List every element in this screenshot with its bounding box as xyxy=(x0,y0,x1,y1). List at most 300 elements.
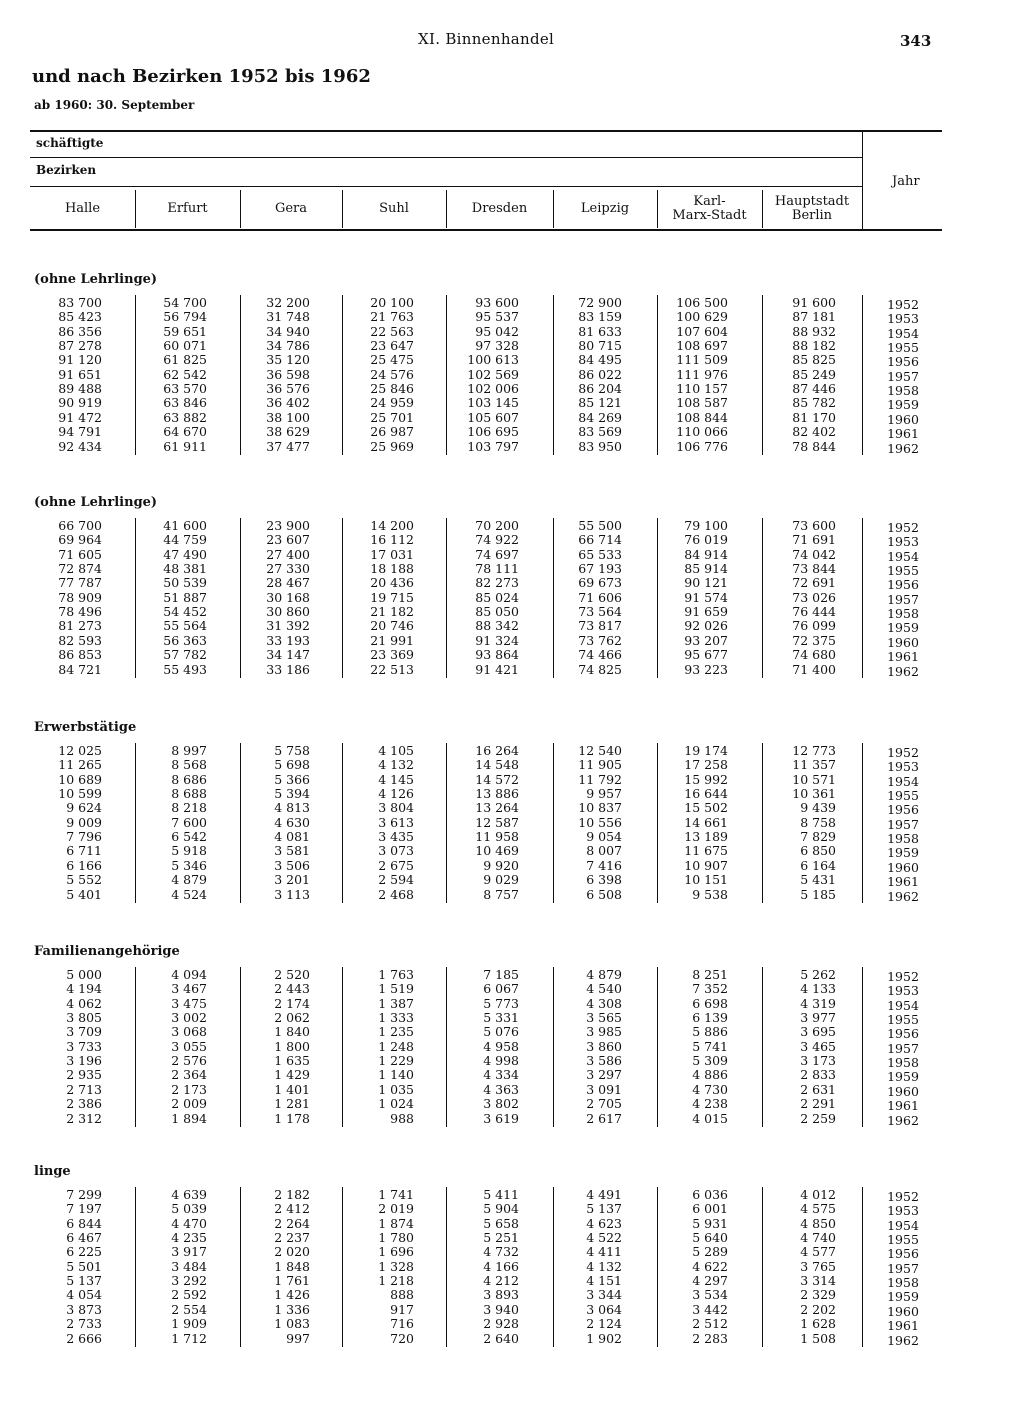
table-cell: 4 238 xyxy=(692,1096,728,1112)
table-cell: 2 062 xyxy=(274,1010,310,1026)
table-row xyxy=(0,618,1024,636)
table-row xyxy=(0,1024,1024,1042)
year-cell: 1960 xyxy=(887,1083,919,1099)
table-cell: 38 100 xyxy=(266,409,310,425)
table-cell: 87 181 xyxy=(792,309,836,325)
table-cell: 4 491 xyxy=(586,1187,622,1202)
table-cell: 1 763 xyxy=(378,967,414,982)
table-cell: 17 258 xyxy=(684,757,728,773)
table-cell: 2 237 xyxy=(274,1230,310,1246)
year-cell: 1952 xyxy=(887,745,919,760)
table-cell: 86 022 xyxy=(578,366,622,382)
column-header: Dresden xyxy=(471,201,528,216)
table-cell: 93 207 xyxy=(684,632,728,648)
header-year-label: Jahr xyxy=(892,174,920,189)
header-year-divider xyxy=(862,130,863,230)
table-cell: 1 328 xyxy=(378,1258,414,1274)
table-cell: 88 182 xyxy=(792,338,836,354)
table-row xyxy=(0,575,1024,593)
table-cell: 4 105 xyxy=(378,743,414,758)
table-cell: 66 700 xyxy=(58,518,102,533)
column-header: Halle xyxy=(64,201,101,216)
table-cell: 2 259 xyxy=(800,1110,836,1126)
table-cell: 888 xyxy=(390,1287,414,1303)
table-cell: 25 475 xyxy=(370,352,414,368)
table-cell: 2 020 xyxy=(274,1244,310,1260)
table-cell: 74 697 xyxy=(475,546,519,562)
table-cell: 14 548 xyxy=(475,757,519,773)
year-cell: 1955 xyxy=(887,1232,919,1248)
table-cell: 5 904 xyxy=(483,1201,519,1217)
table-cell: 26 987 xyxy=(370,424,414,440)
table-cell: 1 780 xyxy=(378,1230,414,1246)
year-cell: 1959 xyxy=(887,845,919,861)
table-cell: 1 083 xyxy=(274,1316,310,1332)
table-cell: 23 607 xyxy=(266,532,310,548)
table-row xyxy=(0,634,1024,648)
year-cell: 1953 xyxy=(887,311,919,327)
table-cell: 111 976 xyxy=(676,366,728,382)
table-cell: 78 844 xyxy=(792,438,836,454)
table-cell: 2 592 xyxy=(171,1287,207,1303)
table-cell: 3 297 xyxy=(586,1067,622,1083)
table-cell: 3 893 xyxy=(483,1287,519,1303)
section-title: (ohne Lehrlinge) xyxy=(34,272,158,287)
table-cell: 2 329 xyxy=(800,1287,836,1303)
table-cell: 3 695 xyxy=(800,1024,836,1040)
year-cell: 1953 xyxy=(887,1203,919,1219)
table-cell: 8 251 xyxy=(692,967,728,982)
table-cell: 2 512 xyxy=(692,1316,728,1332)
table-row xyxy=(0,888,1024,902)
table-cell: 5 346 xyxy=(171,857,207,873)
table-cell: 30 168 xyxy=(266,589,310,605)
table-cell: 6 225 xyxy=(66,1244,102,1260)
year-cell: 1953 xyxy=(887,534,919,550)
year-cell: 1958 xyxy=(887,1055,919,1071)
table-cell: 9 009 xyxy=(66,814,102,830)
table-cell: 14 200 xyxy=(370,518,414,533)
table-cell: 3 619 xyxy=(483,1110,519,1126)
table-cell: 7 197 xyxy=(66,1201,102,1217)
table-cell: 1 426 xyxy=(274,1287,310,1303)
table-cell: 5 185 xyxy=(800,886,836,902)
year-cell: 1954 xyxy=(887,997,919,1013)
table-cell: 3 917 xyxy=(171,1244,207,1260)
table-cell: 6 139 xyxy=(692,1010,728,1026)
table-cell: 74 466 xyxy=(578,647,622,663)
table-cell: 2 264 xyxy=(274,1215,310,1231)
table-cell: 5 501 xyxy=(66,1258,102,1274)
table-cell: 10 837 xyxy=(578,800,622,816)
table-cell: 1 848 xyxy=(274,1258,310,1274)
table-row xyxy=(0,1067,1024,1085)
table-cell: 55 564 xyxy=(163,618,207,634)
table-cell: 91 659 xyxy=(684,604,728,620)
table-row xyxy=(0,786,1024,804)
year-cell: 1959 xyxy=(887,1069,919,1085)
table-cell: 1 519 xyxy=(378,981,414,997)
table-row xyxy=(0,1083,1024,1097)
table-cell: 93 223 xyxy=(684,661,728,677)
year-cell: 1957 xyxy=(887,591,919,607)
header-group-label: schäftigte xyxy=(36,136,104,150)
table-cell: 4 540 xyxy=(586,981,622,997)
table-cell: 4 145 xyxy=(378,771,414,787)
table-row xyxy=(0,1040,1024,1054)
table-row xyxy=(0,1244,1024,1262)
table-cell: 4 575 xyxy=(800,1201,836,1217)
table-cell: 6 067 xyxy=(483,981,519,997)
table-cell: 3 068 xyxy=(171,1024,207,1040)
table-cell: 10 556 xyxy=(578,814,622,830)
table-cell: 3 709 xyxy=(66,1024,102,1040)
table-cell: 3 802 xyxy=(483,1096,519,1112)
table-cell: 84 495 xyxy=(578,352,622,368)
table-cell: 84 269 xyxy=(578,409,622,425)
table-cell: 10 361 xyxy=(792,786,836,802)
table-cell: 5 886 xyxy=(692,1024,728,1040)
table-cell: 36 402 xyxy=(266,395,310,411)
year-cell: 1955 xyxy=(887,788,919,804)
table-cell: 10 599 xyxy=(58,786,102,802)
table-cell: 2 594 xyxy=(378,872,414,888)
table-cell: 47 490 xyxy=(163,546,207,562)
year-cell: 1960 xyxy=(887,634,919,650)
table-cell: 103 145 xyxy=(467,395,519,411)
table-cell: 13 189 xyxy=(684,829,728,845)
table-cell: 2 675 xyxy=(378,857,414,873)
table-cell: 9 029 xyxy=(483,872,519,888)
table-row xyxy=(0,309,1024,327)
table-cell: 2 640 xyxy=(483,1330,519,1346)
table-cell: 25 846 xyxy=(370,381,414,397)
table-cell: 10 689 xyxy=(58,771,102,787)
table-cell: 60 071 xyxy=(163,338,207,354)
table-cell: 2 202 xyxy=(800,1301,836,1317)
table-cell: 4 334 xyxy=(483,1067,519,1083)
table-cell: 5 758 xyxy=(274,743,310,758)
table-row xyxy=(0,604,1024,622)
table-cell: 106 500 xyxy=(676,295,728,310)
table-cell: 6 711 xyxy=(66,843,102,859)
table-cell: 2 705 xyxy=(586,1096,622,1112)
table-cell: 4 998 xyxy=(483,1053,519,1069)
table-cell: 4 524 xyxy=(171,886,207,902)
table-cell: 103 797 xyxy=(467,438,519,454)
table-cell: 73 762 xyxy=(578,632,622,648)
table-cell: 11 265 xyxy=(58,757,102,773)
table-cell: 73 844 xyxy=(792,561,836,577)
table-cell: 4 730 xyxy=(692,1081,728,1097)
table-cell: 92 434 xyxy=(58,438,102,454)
table-cell: 8 686 xyxy=(171,771,207,787)
year-cell: 1955 xyxy=(887,340,919,356)
table-cell: 3 860 xyxy=(586,1038,622,1054)
table-cell: 91 574 xyxy=(684,589,728,605)
table-cell: 63 846 xyxy=(163,395,207,411)
table-cell: 1 229 xyxy=(378,1053,414,1069)
table-cell: 16 264 xyxy=(475,743,519,758)
table-row xyxy=(0,647,1024,665)
table-cell: 72 874 xyxy=(58,561,102,577)
table-cell: 74 042 xyxy=(792,546,836,562)
table-cell: 85 825 xyxy=(792,352,836,368)
table-cell: 4 623 xyxy=(586,1215,622,1231)
table-cell: 72 691 xyxy=(792,575,836,591)
table-row xyxy=(0,411,1024,425)
table-cell: 16 112 xyxy=(370,532,414,548)
table-cell: 3 586 xyxy=(586,1053,622,1069)
table-cell: 5 411 xyxy=(483,1187,519,1202)
table-row xyxy=(0,519,1024,533)
table-cell: 81 170 xyxy=(792,409,836,425)
table-cell: 3 733 xyxy=(66,1038,102,1054)
year-cell: 1954 xyxy=(887,773,919,789)
table-cell: 8 568 xyxy=(171,757,207,773)
table-cell: 50 539 xyxy=(163,575,207,591)
table-cell: 13 886 xyxy=(475,786,519,802)
table-cell: 8 997 xyxy=(171,743,207,758)
year-cell: 1958 xyxy=(887,1275,919,1291)
table-cell: 107 604 xyxy=(676,323,728,339)
table-cell: 2 009 xyxy=(171,1096,207,1112)
table-cell: 38 629 xyxy=(266,424,310,440)
table-cell: 3 064 xyxy=(586,1301,622,1317)
table-cell: 5 658 xyxy=(483,1215,519,1231)
table-cell: 102 569 xyxy=(467,366,519,382)
table-cell: 5 251 xyxy=(483,1230,519,1246)
table-cell: 90 919 xyxy=(58,395,102,411)
table-cell: 4 133 xyxy=(800,981,836,997)
table-cell: 3 805 xyxy=(66,1010,102,1026)
table-cell: 3 534 xyxy=(692,1287,728,1303)
table-cell: 71 605 xyxy=(58,546,102,562)
year-cell: 1958 xyxy=(887,606,919,622)
table-cell: 5 309 xyxy=(692,1053,728,1069)
table-cell: 997 xyxy=(286,1330,310,1346)
year-cell: 1961 xyxy=(887,1318,919,1334)
year-cell: 1961 xyxy=(887,874,919,890)
table-cell: 74 922 xyxy=(475,532,519,548)
table-cell: 2 283 xyxy=(692,1330,728,1346)
table-cell: 4 308 xyxy=(586,995,622,1011)
table-cell: 55 500 xyxy=(578,518,622,533)
section-title: (ohne Lehrlinge) xyxy=(34,495,158,510)
table-cell: 86 853 xyxy=(58,647,102,663)
table-cell: 7 796 xyxy=(66,829,102,845)
column-header: Erfurt xyxy=(167,201,208,216)
table-cell: 4 958 xyxy=(483,1038,519,1054)
table-cell: 63 882 xyxy=(163,409,207,425)
table-cell: 5 773 xyxy=(483,995,519,1011)
table-cell: 3 985 xyxy=(586,1024,622,1040)
table-cell: 1 140 xyxy=(378,1067,414,1083)
year-cell: 1957 xyxy=(887,1040,919,1056)
table-row xyxy=(0,1010,1024,1028)
table-cell: 1 635 xyxy=(274,1053,310,1069)
table-cell: 71 691 xyxy=(792,532,836,548)
table-row xyxy=(0,296,1024,310)
table-cell: 93 864 xyxy=(475,647,519,663)
table-cell: 12 540 xyxy=(578,743,622,758)
year-cell: 1961 xyxy=(887,649,919,665)
table-cell: 3 465 xyxy=(800,1038,836,1054)
table-cell: 6 036 xyxy=(692,1187,728,1202)
table-cell: 8 758 xyxy=(800,814,836,830)
table-cell: 9 957 xyxy=(586,786,622,802)
table-cell: 4 411 xyxy=(586,1244,622,1260)
table-cell: 74 825 xyxy=(578,661,622,677)
table-cell: 110 157 xyxy=(676,381,728,397)
table-cell: 5 394 xyxy=(274,786,310,802)
table-cell: 78 111 xyxy=(475,561,519,577)
table-row xyxy=(0,1287,1024,1305)
table-cell: 8 757 xyxy=(483,886,519,902)
table-cell: 6 001 xyxy=(692,1201,728,1217)
table-cell: 6 166 xyxy=(66,857,102,873)
table-cell: 83 569 xyxy=(578,424,622,440)
table-cell: 7 185 xyxy=(483,967,519,982)
year-cell: 1962 xyxy=(887,888,919,904)
table-cell: 73 600 xyxy=(792,518,836,533)
table-cell: 9 538 xyxy=(692,886,728,902)
table-cell: 108 697 xyxy=(676,338,728,354)
table-cell: 11 905 xyxy=(578,757,622,773)
table-cell: 34 786 xyxy=(266,338,310,354)
table-cell: 4 886 xyxy=(692,1067,728,1083)
table-cell: 82 402 xyxy=(792,424,836,440)
table-cell: 36 598 xyxy=(266,366,310,382)
table-cell: 86 356 xyxy=(58,323,102,339)
table-cell: 6 698 xyxy=(692,995,728,1011)
table-row xyxy=(0,843,1024,861)
table-cell: 11 675 xyxy=(684,843,728,859)
table-cell: 20 436 xyxy=(370,575,414,591)
table-cell: 76 444 xyxy=(792,604,836,620)
table-cell: 3 344 xyxy=(586,1287,622,1303)
year-cell: 1955 xyxy=(887,1012,919,1028)
table-cell: 62 542 xyxy=(163,366,207,382)
table-cell: 2 928 xyxy=(483,1316,519,1332)
table-cell: 97 328 xyxy=(475,338,519,354)
table-cell: 61 911 xyxy=(163,438,207,454)
table-cell: 4 879 xyxy=(171,872,207,888)
column-header: Hauptstadt Berlin xyxy=(774,194,850,223)
table-cell: 5 698 xyxy=(274,757,310,773)
table-cell: 4 151 xyxy=(586,1273,622,1289)
table-cell: 4 062 xyxy=(66,995,102,1011)
column-header-divider xyxy=(762,190,763,228)
year-cell: 1952 xyxy=(887,969,919,984)
table-cell: 87 446 xyxy=(792,381,836,397)
year-cell: 1953 xyxy=(887,759,919,775)
year-cell: 1956 xyxy=(887,1026,919,1042)
table-cell: 27 330 xyxy=(266,561,310,577)
table-cell: 3 002 xyxy=(171,1010,207,1026)
year-cell: 1952 xyxy=(887,297,919,312)
table-row xyxy=(0,561,1024,579)
table-cell: 20 746 xyxy=(370,618,414,634)
table-cell: 7 600 xyxy=(171,814,207,830)
column-header-divider xyxy=(240,190,241,228)
table-row xyxy=(0,1316,1024,1334)
table-cell: 64 670 xyxy=(163,424,207,440)
table-cell: 85 050 xyxy=(475,604,519,620)
table-cell: 18 188 xyxy=(370,561,414,577)
section-title: Familienangehörige xyxy=(34,944,180,959)
year-cell: 1959 xyxy=(887,1289,919,1305)
table-cell: 100 613 xyxy=(467,352,519,368)
table-cell: 80 715 xyxy=(578,338,622,354)
table-cell: 3 804 xyxy=(378,800,414,816)
table-cell: 4 194 xyxy=(66,981,102,997)
table-cell: 4 297 xyxy=(692,1273,728,1289)
table-row xyxy=(0,395,1024,413)
table-cell: 72 900 xyxy=(578,295,622,310)
table-cell: 3 435 xyxy=(378,829,414,845)
table-cell: 91 472 xyxy=(58,409,102,425)
table-cell: 5 401 xyxy=(66,886,102,902)
table-cell: 9 624 xyxy=(66,800,102,816)
table-cell: 3 873 xyxy=(66,1301,102,1317)
year-cell: 1957 xyxy=(887,368,919,384)
table-row xyxy=(0,548,1024,562)
table-row xyxy=(0,368,1024,382)
table-cell: 2 124 xyxy=(586,1316,622,1332)
table-cell: 56 794 xyxy=(163,309,207,325)
table-cell: 5 366 xyxy=(274,771,310,787)
table-cell: 73 817 xyxy=(578,618,622,634)
table-cell: 1 696 xyxy=(378,1244,414,1260)
table-cell: 1 218 xyxy=(378,1273,414,1289)
table-cell: 3 055 xyxy=(171,1038,207,1054)
table-cell: 1 894 xyxy=(171,1110,207,1126)
year-cell: 1956 xyxy=(887,802,919,818)
table-cell: 85 782 xyxy=(792,395,836,411)
table-cell: 91 600 xyxy=(792,295,836,310)
table-cell: 917 xyxy=(390,1301,414,1317)
table-cell: 21 763 xyxy=(370,309,414,325)
table-cell: 3 201 xyxy=(274,872,310,888)
header-district-label: Bezirken xyxy=(36,163,97,177)
table-cell: 44 759 xyxy=(163,532,207,548)
table-cell: 5 039 xyxy=(171,1201,207,1217)
table-cell: 4 235 xyxy=(171,1230,207,1246)
table-cell: 4 577 xyxy=(800,1244,836,1260)
table-cell: 5 289 xyxy=(692,1244,728,1260)
table-cell: 20 100 xyxy=(370,295,414,310)
year-cell: 1956 xyxy=(887,354,919,370)
table-row xyxy=(0,1188,1024,1202)
table-cell: 4 630 xyxy=(274,814,310,830)
table-cell: 5 076 xyxy=(483,1024,519,1040)
header-bottom-rule xyxy=(30,229,942,231)
table-row xyxy=(0,859,1024,873)
table-cell: 2 386 xyxy=(66,1096,102,1112)
table-cell: 81 633 xyxy=(578,323,622,339)
year-cell: 1954 xyxy=(887,548,919,564)
table-cell: 2 554 xyxy=(171,1301,207,1317)
table-cell: 4 132 xyxy=(378,757,414,773)
table-cell: 9 439 xyxy=(800,800,836,816)
table-cell: 1 874 xyxy=(378,1215,414,1231)
year-cell: 1952 xyxy=(887,1189,919,1204)
table-row xyxy=(0,532,1024,550)
table-row xyxy=(0,1096,1024,1114)
table-subtitle: ab 1960: 30. September xyxy=(34,98,195,112)
table-cell: 1 761 xyxy=(274,1273,310,1289)
